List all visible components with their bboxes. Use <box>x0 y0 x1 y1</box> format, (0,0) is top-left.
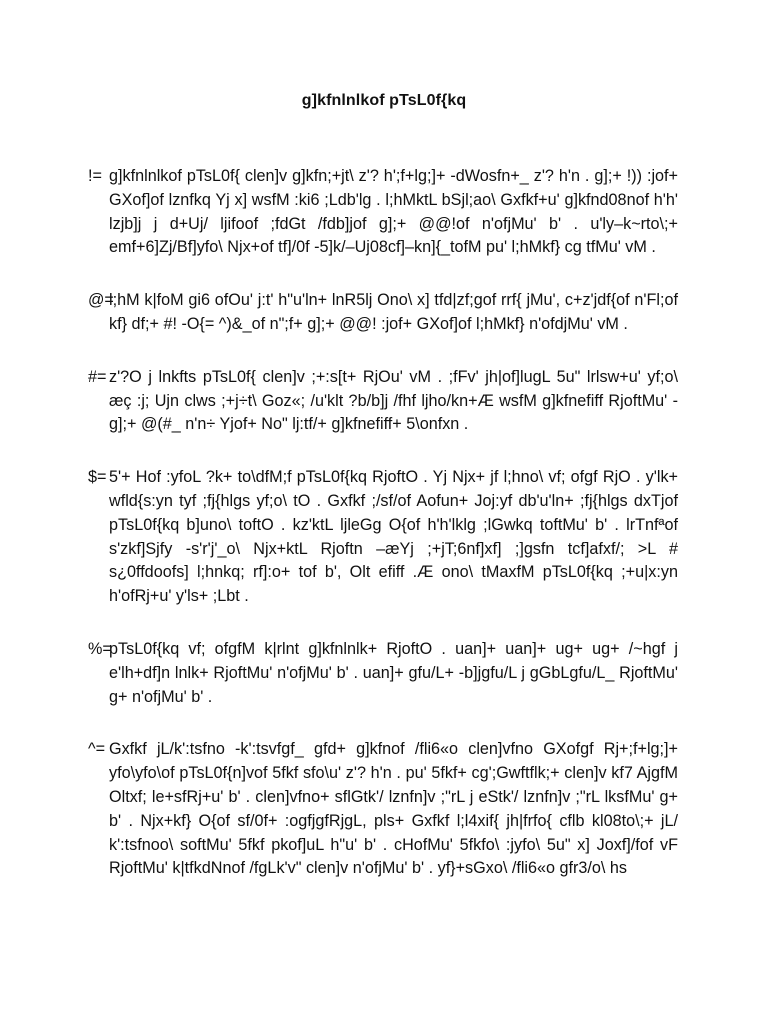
item-text: z'?O j lnkfts pTsL0f{ clen]v ;+:s[t+ RjOu' vM . ;fFv' jh|of]lugL 5u" lrlsw+u' yf;o\ æç :j; Ujn clws ;+j÷t\ Goz«; /u'klt ?b/b]j /fhf ljho/kn+Æ wsfM g]kfnefiff RjoftMu' -g];+ @(#_ n'n÷ Yjof+ No" lj:tf/+ g]kfnefiff+ 5\onfxn . <box>109 367 678 434</box>
list-item <box>88 165 678 260</box>
document-title: g]kfnlnlkof pTsL0f{kq <box>301 92 467 109</box>
item-number: @= <box>88 291 114 310</box>
item-number: $= <box>88 468 107 487</box>
numbered-list <box>88 165 678 910</box>
item-text: 5'+ Hof :yfoL ?k+ to\dfM;f pTsL0f{kq RjoftO . Yj Njx+ jf l;hno\ vf; ofgf RjO . y'lk+ wfld{s:yn tyf ;fj{hlgs yf;o\ tO . Gxfkf ;/sf/of Aofun+ Joj:yf db'u'ln+ ;fj{hlgs dxTjof pTsL0f{kq b]uno\ toftO . kz'ktL ljleGg O{of h'h'lklg ;lGwkq toftMu' b' . lrTnfªof s'zkf]Sjfy -s'r'j'_o\ Njx+ktL Rjoftn –æYj ;+jT;6nf]xf] ;]gsfn tcf]afxf/; >L # s¿0ffdoofs] l;hnkq; rf]:o+ tof b', Olt efiff .Æ ono\ tMaxfM pTsL0f{kq ;+u|x:yn h'ofRj+u' y'ls+ ;Lbt . <box>109 468 678 606</box>
item-text: g]kfnlnlkof pTsL0f{ clen]v g]kfn;+jt\ z'? h';f+lg;]+ -dWosfn+_ z'? h'n . g];+ !)) :jof+ GXof]of lznfkq Yj x] wsfM :ki6 ;Ldb'lg . l;hMktL bSjl;ao\ Gxfkf+u' g]kfnd08nof h'h' lzjb]j j d+Uj/ ljifoof ;fdGt /fdb]jof g];+ @@!of n'ofjMu' b' . u'ly–k~rto\;+ emf+6]Zj/Bf]yfo\ Njx+of tf]/0f -5]k/–Uj08cf]–kn]{_tofM pu' l;hMkf} cg tfMu' vM . <box>109 167 678 257</box>
list-item <box>88 289 678 337</box>
item-number: ^= <box>88 740 106 759</box>
list-item <box>88 366 678 437</box>
item-number: != <box>88 167 102 185</box>
list-item <box>88 738 678 881</box>
item-text: pTsL0f{kq vf; ofgfM k|rlnt g]kfnlnlk+ RjoftO . uan]+ uan]+ ug+ ug+ /~hgf j e'lh+df]n lnlk+ RjoftMu' n'ofjMu' b' . uan]+ gfu/L+ -b]jgfu/L j gGbLgfu/L_ RjoftMu' g+ n'ofjMu' b' . <box>109 639 678 706</box>
list-item <box>88 466 678 609</box>
item-number: #= <box>88 367 107 386</box>
item-number: %= <box>88 639 112 658</box>
list-item <box>88 638 678 709</box>
item-text: l;hM k|foM gi6 ofOu' j:t' h"u'ln+ lnR5lj Ono\ x] tfd|zf;gof rrf{ jMu', c+z'jdf{of n'Fl;of kf} df;+ #! -O{= ^)&_of n";f+ g];+ @@! :jof+ GXof]of l;hMkf} n'ofdjMu' vM . <box>109 291 678 333</box>
item-text: Gxfkf jL/k':tsfno -k':tsvfgf_ gfd+ g]kfnof /fli6«o clen]vfno GXofgf Rj+;f+lg;]+ yfo\yfo\of pTsL0f{n]vof 5fkf sfo\u' z'? h'n . pu' 5fkf+ cg';Gwftflk;+ clen]v kf7 AjgfM Oltxf; le+sfRj+u' b' . clen]vfno+ sflGtk'/ lznfn]v ;"rL j eStk'/ lznfn]v ;"rL lksfMu' g+ b' . Njx+kf} O{of sf/0f+ :ogfjgfRjgL, pls+ Gxfkf l;l4xif{ jh|frfo{ cflb kl08to\;+ jL/ k':tsfnoo\ softMu' 5fkf pkof]uL h"u' b' . cHofMu' 5fkfo\ :jyfo\ 5u" x] Joxf]/fof vF RjoftMu' k|tfkdNnof /fgLk'v" clen]v n'ofjMu' b' . yf}+sGxo\ /fli6«o gfr3/o\ hs <box>109 740 678 878</box>
